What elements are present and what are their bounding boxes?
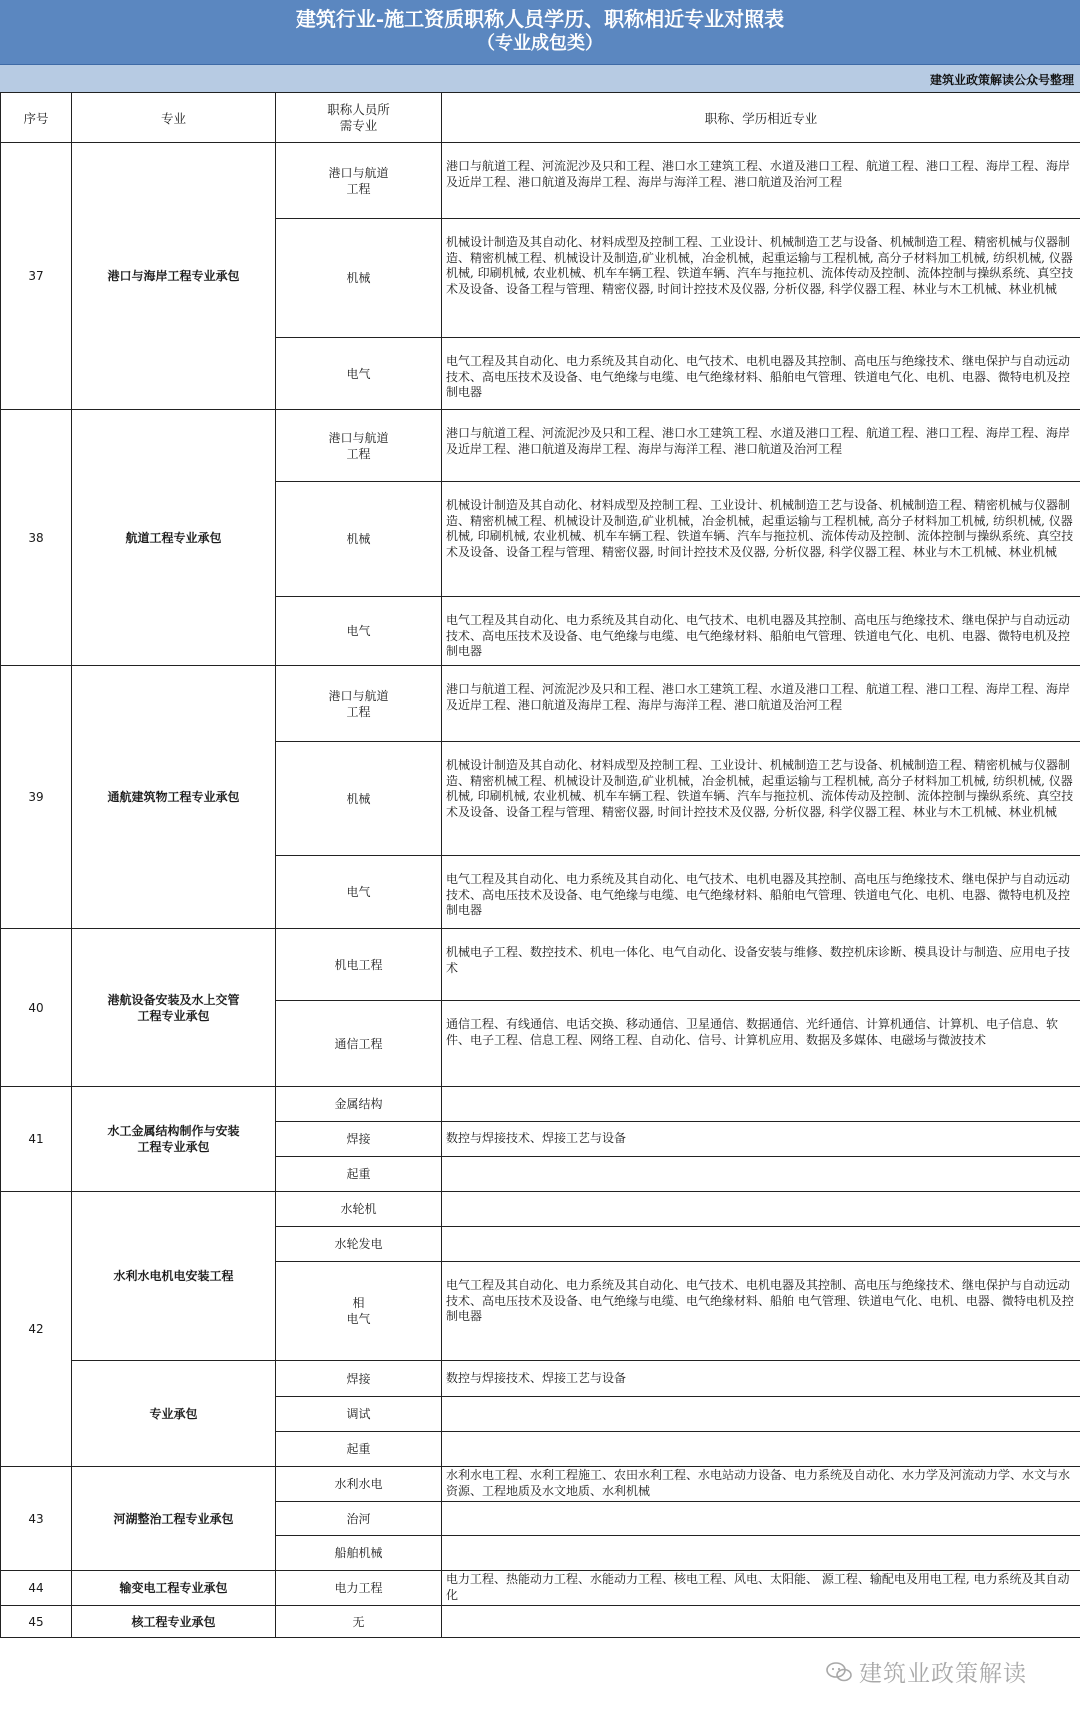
- row-number: 45: [1, 1606, 72, 1638]
- page-subtitle: （专业成包类）: [477, 33, 603, 54]
- profession-cell: [276, 1536, 442, 1571]
- page-title: 建筑行业-施工资质职称人员学历、职称相近专业对照表: [295, 7, 785, 31]
- related-majors-cell: [442, 338, 1080, 410]
- row-number: 44: [1, 1571, 72, 1606]
- related-majors-text: 电力工程、热能动力工程、水能动力工程、核电工程、风电、太阳能、 源工程、输配电及用电工程, 电力系统及其自动化: [446, 1572, 1070, 1602]
- related-majors-cell: [442, 1571, 1080, 1606]
- profession-label: 港口与航道工程: [328, 688, 389, 719]
- table-row: [1, 1087, 1080, 1122]
- profession-cell: [276, 597, 442, 666]
- related-majors-text: 数控与焊接技术、焊接工艺与设备: [446, 1370, 627, 1385]
- profession-cell: [276, 1467, 442, 1502]
- profession-cell: [276, 1122, 442, 1157]
- specialty-cell: 港航设备安装及水上交管工程专业承包: [72, 929, 276, 1087]
- table-body: [1, 143, 1080, 1638]
- specialty-cell: 核工程专业承包: [72, 1606, 276, 1638]
- profession-cell: [276, 1432, 442, 1467]
- related-majors-text: 港口与航道工程、河流泥沙及只和工程、港口水工建筑工程、水道及港口工程、航道工程、港口工程、海岸工程、海岸及近岸工程、港口航道及海岸工程、海岸与海洋工程、港口航道及治河工程: [446, 159, 1071, 189]
- profession-cell: [276, 1502, 442, 1536]
- row-number: 39: [1, 666, 72, 929]
- profession-label: 焊接: [346, 1132, 371, 1146]
- table-row: [1, 666, 1080, 742]
- profession-label: 相 电气: [346, 1296, 371, 1326]
- related-majors-text: 电气工程及其自动化、电力系统及其自动化、电气技术、电机电器及其控制、高电压与绝缘技术、继电保护与自动远动技术、高电压技术及设备、电气绝缘与电缆、电气绝缘材料、船舶电气管理、铁道电气化、电机、电器、微特电机及控制电器: [446, 613, 1071, 659]
- profession-cell: [276, 1361, 442, 1397]
- related-majors-cell: [442, 1432, 1080, 1467]
- related-majors-cell: [442, 1361, 1080, 1397]
- profession-label: 电气: [346, 366, 371, 381]
- table-row: [1, 143, 1080, 219]
- row-number: 40: [1, 929, 72, 1087]
- table-row: [1, 1192, 1080, 1227]
- related-majors-cell: [442, 1262, 1080, 1361]
- related-majors-cell: [442, 1157, 1080, 1192]
- profession-label: 水利水电: [334, 1477, 383, 1491]
- related-majors-text: 数控与焊接技术、焊接工艺与设备: [446, 1131, 627, 1146]
- profession-cell: [276, 1571, 442, 1606]
- profession-label: 调试: [346, 1407, 371, 1421]
- profession-cell: [276, 219, 442, 338]
- header-specialty: 专业: [72, 93, 276, 143]
- profession-label: 无: [352, 1614, 365, 1629]
- profession-label: 机电工程: [334, 957, 383, 972]
- related-majors-text: 港口与航道工程、河流泥沙及只和工程、港口水工建筑工程、水道及港口工程、航道工程、港口工程、海岸工程、海岸及近岸工程、港口航道及海岸工程、海岸与海洋工程、港口航道及治河工程: [446, 682, 1071, 712]
- related-majors-cell: [442, 929, 1080, 1001]
- specialty-cell: 河湖整治工程专业承包: [72, 1467, 276, 1571]
- profession-cell: [276, 1157, 442, 1192]
- related-majors-text: 机械设计制造及其自动化、材料成型及控制工程、工业设计、机械制造工艺与设备、机械制造工程、精密机械与仪器制造、精密机械工程、机械设计及制造,矿业机械，冶金机械，起重运输与工程机械, 高分子材料加工机械, 纺织机械, 仪器机械, 印刷机械, 农业机械、机车车辆工程、铁道车辆、汽车与拖拉机、流体传动及控制、流体控制与操纵系统、真空技术及设备、设备工程与管理、精密仪器, 时间计控技术及仪器, 分析仪器, 科学仪器工程、林业与木工机械、林业机械: [446, 235, 1074, 297]
- related-majors-text: 电气工程及其自动化、电力系统及其自动化、电气技术、电机电器及其控制、高电压与绝缘技术、继电保护与自动远动技术、高电压技术及设备、电气绝缘与电缆、电气绝缘材料、船舶 电气管理、铁道电气化、电机、电器、微特电机及控制电器: [446, 1278, 1074, 1324]
- row-number: 42: [1, 1192, 72, 1467]
- specialty-cell: 水利水电机电安装工程: [72, 1192, 276, 1361]
- comparison-table: [0, 92, 1080, 1638]
- profession-label: 船舶机械: [334, 1546, 383, 1560]
- profession-label: 通信工程: [334, 1036, 383, 1051]
- profession-cell: [276, 1087, 442, 1122]
- related-majors-cell: [442, 1122, 1080, 1157]
- profession-label: 金属结构: [334, 1097, 383, 1111]
- table-row: [1, 1467, 1080, 1502]
- related-majors-cell: [442, 1227, 1080, 1262]
- profession-cell: [276, 1397, 442, 1432]
- profession-label: 治河: [346, 1511, 371, 1526]
- specialty-cell: 航道工程专业承包: [72, 410, 276, 666]
- related-majors-text: 港口与航道工程、河流泥沙及只和工程、港口水工建筑工程、水道及港口工程、航道工程、港口工程、海岸工程、海岸及近岸工程、港口航道及海岸工程、海岸与海洋工程、港口航道及治河工程: [446, 426, 1071, 456]
- related-majors-cell: [442, 856, 1080, 929]
- row-number: 38: [1, 410, 72, 666]
- specialty-cell: 输变电工程专业承包: [72, 1571, 276, 1606]
- specialty-cell: 通航建筑物工程专业承包: [72, 666, 276, 929]
- source-bar: [0, 65, 1080, 93]
- profession-cell: [276, 742, 442, 856]
- table-row: [1, 929, 1080, 1001]
- related-majors-cell: [442, 1087, 1080, 1122]
- source-note: 建筑业政策解读公众号整理: [929, 73, 1074, 87]
- profession-cell: [276, 929, 442, 1001]
- profession-label: 水轮机: [340, 1202, 377, 1216]
- profession-cell: [276, 1192, 442, 1227]
- profession-label: 水轮发电: [334, 1237, 383, 1251]
- header-no: 序号: [1, 93, 72, 143]
- specialty-cell: 水工金属结构制作与安装工程专业承包: [72, 1087, 276, 1192]
- profession-cell: [276, 338, 442, 410]
- profession-cell: [276, 143, 442, 219]
- related-majors-cell: [442, 219, 1080, 338]
- watermark: [825, 1655, 1027, 1688]
- related-majors-text: 通信工程、有线通信、电话交换、移动通信、卫星通信、数据通信、光纤通信、计算机通信、计算机、电子信息、软件、电子工程、信息工程、网络工程、自动化、信号、计算机应用、数据及多媒体、电磁场与微波技术: [446, 1017, 1059, 1047]
- related-majors-text: 水利水电工程、水利工程施工、农田水利工程、水电站动力设备、电力系统及自动化、水力学及河流动力学、水文与水资源、工程地质及水文地质、水利机械: [446, 1468, 1071, 1498]
- related-majors-cell: [442, 1192, 1080, 1227]
- row-number: 37: [1, 143, 72, 410]
- related-majors-cell: [442, 1001, 1080, 1087]
- profession-label: 起重: [346, 1167, 371, 1181]
- related-majors-cell: [442, 597, 1080, 666]
- related-majors-cell: [442, 410, 1080, 482]
- related-majors-cell: [442, 1397, 1080, 1432]
- profession-label: 机械: [346, 532, 371, 546]
- table-row: [1, 1361, 1080, 1397]
- header-required-profession: 职称人员所需专业: [276, 93, 442, 143]
- related-majors-cell: [442, 1502, 1080, 1536]
- profession-cell: [276, 1001, 442, 1087]
- profession-label: 起重: [346, 1442, 371, 1456]
- profession-label: 焊接: [346, 1371, 371, 1386]
- profession-label: 港口与航道工程: [328, 430, 389, 461]
- row-number: 41: [1, 1087, 72, 1192]
- profession-label: 机械: [346, 791, 371, 806]
- header-row: [1, 93, 1080, 143]
- related-majors-cell: [442, 1606, 1080, 1638]
- table-row: [1, 410, 1080, 482]
- profession-cell: [276, 482, 442, 597]
- profession-cell: [276, 1606, 442, 1638]
- related-majors-text: 电气工程及其自动化、电力系统及其自动化、电气技术、电机电器及其控制、高电压与绝缘技术、继电保护与自动远动技术、高电压技术及设备、电气绝缘与电缆、电气绝缘材料、船舶电气管理、铁道电气化、电机、电器、微特电机及控制电器: [446, 354, 1071, 400]
- profession-label: 电气: [346, 885, 371, 899]
- title-banner: [0, 0, 1080, 65]
- specialty-cell: 专业承包: [72, 1361, 276, 1467]
- profession-cell: [276, 1227, 442, 1262]
- wechat-icon: [825, 1661, 853, 1683]
- related-majors-cell: [442, 143, 1080, 219]
- related-majors-cell: [442, 482, 1080, 597]
- profession-cell: [276, 410, 442, 482]
- table-row: [1, 1606, 1080, 1638]
- watermark-text: 建筑业政策解读: [859, 1661, 1027, 1687]
- specialty-cell: 港口与海岸工程专业承包: [72, 143, 276, 410]
- profession-label: 电力工程: [334, 1581, 383, 1595]
- related-majors-text: 机械电子工程、数控技术、机电一体化、电气自动化、设备安装与维修、数控机床诊断、模具设计与制造、应用电子技术: [446, 945, 1071, 975]
- profession-cell: [276, 856, 442, 929]
- profession-label: 电气: [346, 624, 371, 638]
- related-majors-cell: [442, 1536, 1080, 1571]
- related-majors-text: 机械设计制造及其自动化、材料成型及控制工程、工业设计、机械制造工艺与设备、机械制造工程、精密机械与仪器制造、精密机械工程、机械设计及制造,矿业机械，冶金机械，起重运输与工程机械, 高分子材料加工机械, 纺织机械, 仪器机械, 印刷机械, 农业机械、机车车辆工程、铁道车辆、汽车与拖拉机、流体传动及控制、流体控制与操纵系统、真空技术及设备、设备工程与管理、精密仪器, 时间计控技术及仪器, 分析仪器, 科学仪器工程、林业与木工机械、林业机械: [446, 758, 1074, 820]
- related-majors-cell: [442, 666, 1080, 742]
- related-majors-cell: [442, 742, 1080, 856]
- table-row: [1, 1571, 1080, 1606]
- profession-cell: [276, 666, 442, 742]
- profession-cell: [276, 1262, 442, 1361]
- profession-label: 机械: [346, 271, 371, 285]
- related-majors-text: 机械设计制造及其自动化、材料成型及控制工程、工业设计、机械制造工艺与设备、机械制造工程、精密机械与仪器制造、精密机械工程、机械设计及制造,矿业机械，冶金机械，起重运输与工程机械, 高分子材料加工机械, 纺织机械, 仪器机械, 印刷机械, 农业机械、机车车辆工程、铁道车辆、汽车与拖拉机、流体传动及控制、流体控制与操纵系统、真空技术及设备、设备工程与管理、精密仪器, 时间计控技术及仪器, 分析仪器, 科学仪器工程、林业与木工机械、林业机械: [446, 498, 1074, 560]
- related-majors-cell: [442, 1467, 1080, 1502]
- row-number: 43: [1, 1467, 72, 1571]
- related-majors-text: 电气工程及其自动化、电力系统及其自动化、电气技术、电机电器及其控制、高电压与绝缘技术、继电保护与自动远动技术、高电压技术及设备、电气绝缘与电缆、电气绝缘材料、船舶电气管理、铁道电气化、电机、电器、微特电机及控制电器: [446, 872, 1071, 918]
- header-related-majors: 职称、学历相近专业: [442, 93, 1080, 143]
- profession-label: 港口与航道工程: [328, 165, 389, 196]
